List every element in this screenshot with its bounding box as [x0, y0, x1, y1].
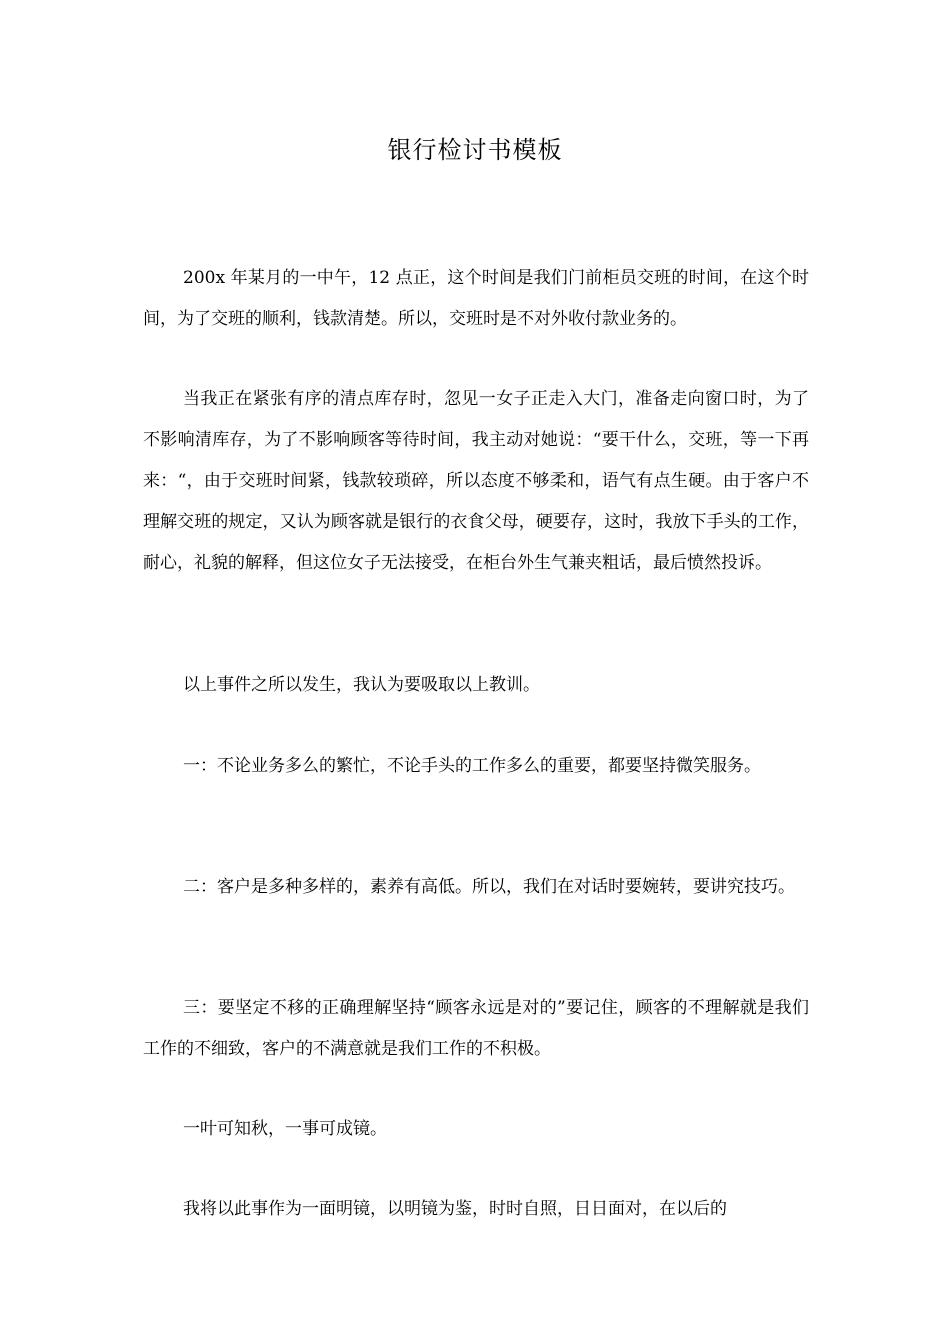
paragraph-lesson-two: 二：客户是多种多样的，素养有高低。所以，我们在对话时要婉转，要讲究技巧。	[183, 877, 795, 897]
paragraph-lesson-three: 三：要坚定不移的正确理解坚持“顾客永远是对的”要记住，顾客的不理解就是我们工作的不细致，客户的不满意就是我们工作的不积极。	[143, 998, 809, 1059]
paragraph-incident-time: 200x 年某月的一中午，12 点正，这个时间是我们门前柜员交班的时间，在这个时间，为了交班的顺利，钱款清楚。所以，交班时是不对外收付款业务的。	[143, 268, 809, 329]
paragraph-proverb: 一叶可知秋，一事可成镜。	[183, 1119, 387, 1139]
document-title: 银行检讨书模板	[387, 136, 563, 164]
paragraph-lessons-intro: 以上事件之所以发生，我认为要吸取以上教训。	[183, 675, 540, 695]
paragraph-conclusion: 我将以此事作为一面明镜，以明镜为鉴，时时自照，日日面对，在以后的	[183, 1199, 727, 1219]
paragraph-incident-details: 当我正在紧张有序的清点库存时，忽见一女子正走入大门，准备走向窗口时，为了不影响清库存，为了不影响顾客等待时间，我主动对她说：“要干什么，交班，等一下再来：“，由于交班时间紧，钱款较琐碎，所以态度不够柔和，语气有点生硬。由于客户不理解交班的规定，又认为顾客就是银行的衣食父母，硬要存，这时，我放下手头的工作，耐心，礼貌的解释，但这位女子无法接受，在柜台外生气兼夹粗话，最后愤然投诉。	[143, 389, 809, 573]
paragraph-lesson-one: 一：不论业务多么的繁忙，不论手头的工作多么的重要，都要坚持微笑服务。	[183, 756, 761, 776]
